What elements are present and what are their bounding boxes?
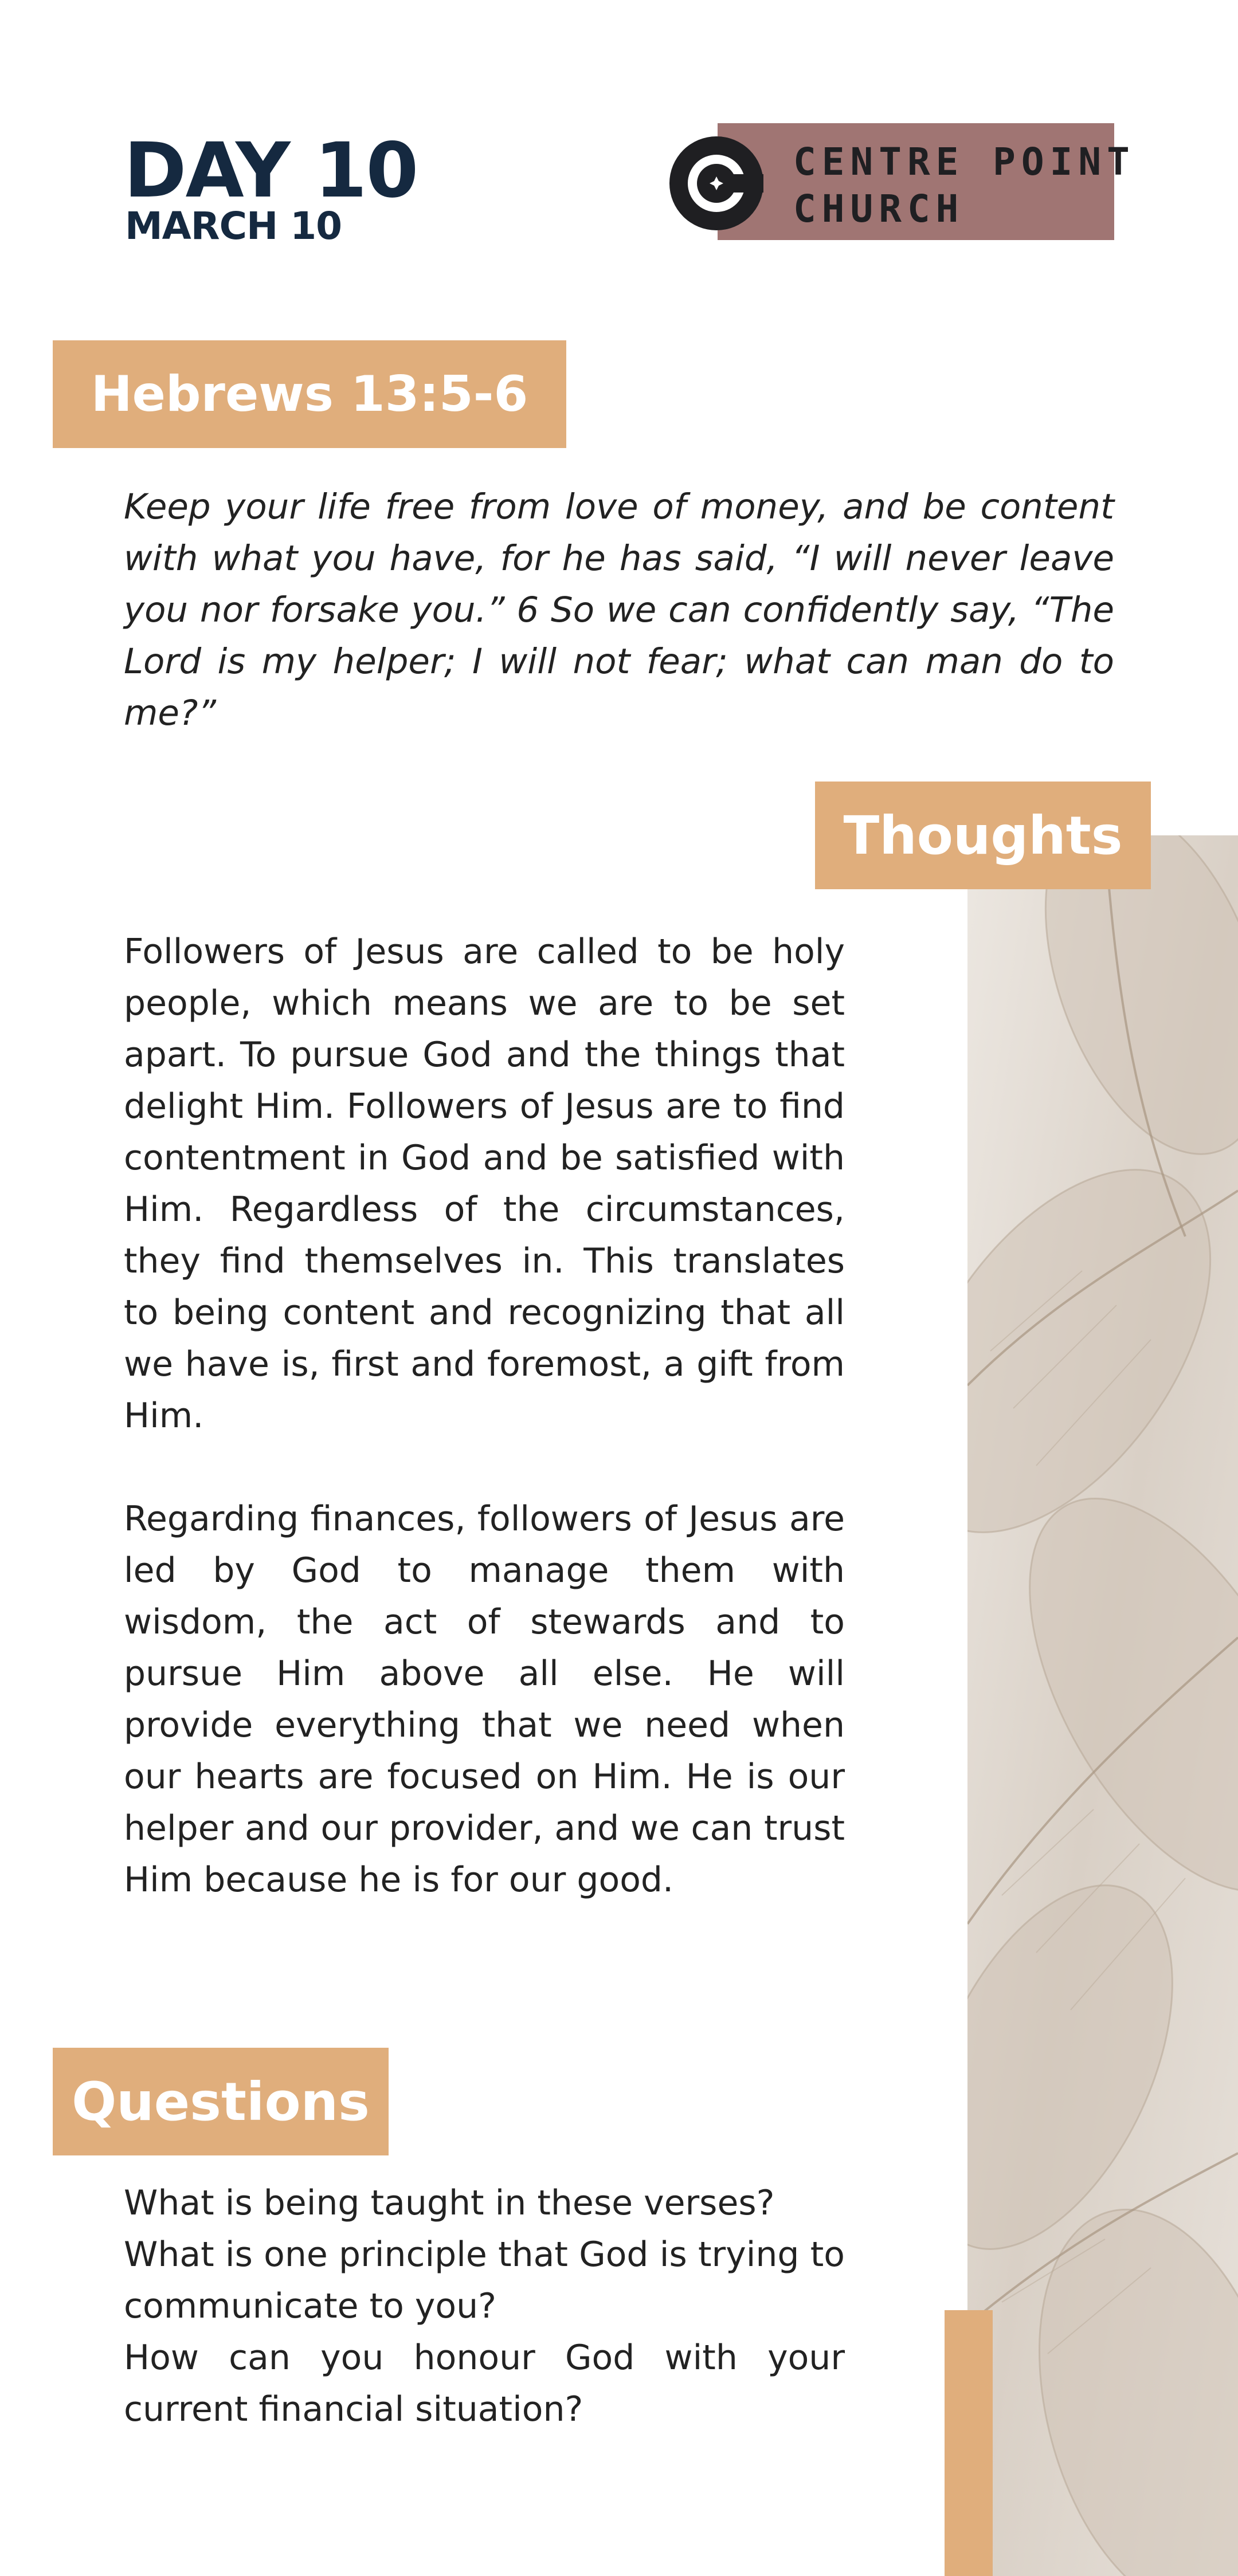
scripture-text: Keep your life free from love of money, and be content with what you have, for he has said, “I will never leave you nor forsake you.” 6 So we can confidently say, “The Lord is my helper; I will not fear; what can man do to me?” — [124, 486, 1114, 733]
church-name-line1: CENTRE POINT — [793, 140, 1135, 184]
thoughts-paragraph-2: Regarding finances, followers of Jesus are led by God to manage them with wisdom, the act of stewards and to pursue Him above all else. He will provide everything that we need when our hearts are focused on Him. He is our helper and our provider, and we can trust Him because he is for our good. — [124, 1499, 845, 1900]
day-title: DAY 10 — [124, 127, 418, 215]
church-name — [793, 139, 1135, 233]
thoughts-heading: Thoughts — [815, 782, 1151, 889]
thoughts-paragraph-1: Followers of Jesus are called to be holy people, which means we are to be set apart. To pursue God and the things that delight Him. Followers of Jesus are to find contentment in God and be satisfied with Him. Regardless of the circumstances, they find themselves in. This translates to being content and recognizing that all we have is, first and foremost, a gift from Him. — [124, 932, 845, 1436]
skeleton-leaves-image — [967, 835, 1238, 2576]
question-item-1: What is being taught in these verses? — [124, 2183, 775, 2223]
scripture-reference-banner: Hebrews 13:5-6 — [53, 340, 566, 448]
circle-c-logo-icon — [669, 136, 763, 230]
accent-bar — [945, 2310, 993, 2576]
church-name-line2: CHURCH — [793, 187, 965, 231]
question-item-2: What is one principle that God is trying to communicate to you? — [124, 2235, 845, 2326]
date-subtitle: MARCH 10 — [125, 204, 342, 248]
questions-list — [124, 2177, 845, 2435]
questions-heading: Questions — [53, 2048, 389, 2155]
question-item-3: How can you honour God with your current financial situation? — [124, 2338, 845, 2429]
